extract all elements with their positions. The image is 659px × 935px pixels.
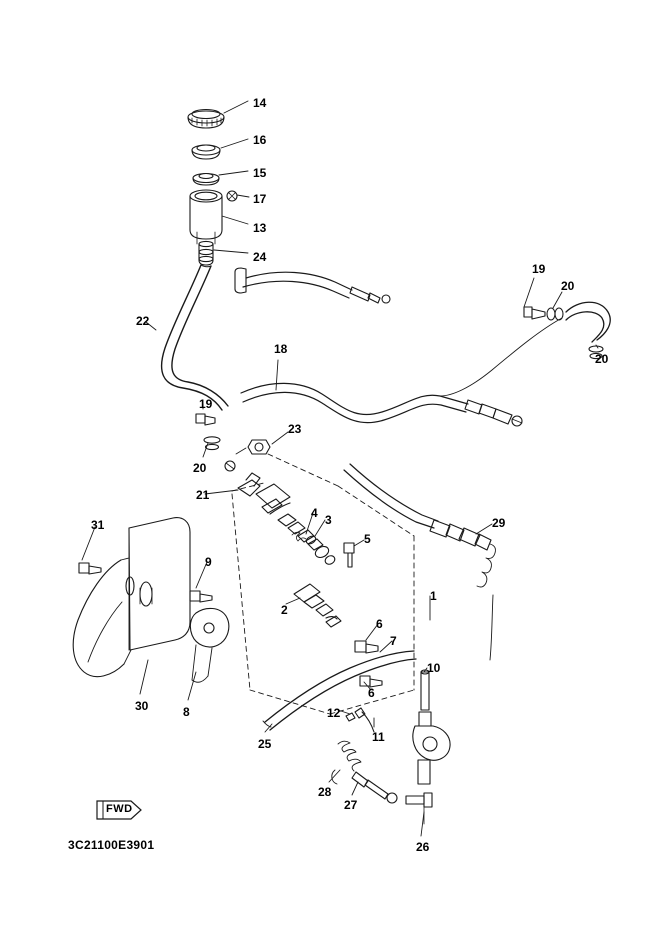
- callout-leader-lines: [82, 101, 598, 836]
- callout-number-8: 8: [183, 705, 190, 719]
- callout-number-19a: 19: [532, 262, 546, 276]
- callout-number-18: 18: [274, 342, 288, 356]
- fwd-direction-marker: [95, 798, 143, 822]
- callout-number-13: 13: [253, 221, 267, 235]
- part-1-master-cylinder-assembly: [238, 473, 354, 627]
- callout-number-17: 17: [253, 192, 267, 206]
- callout-number-22: 22: [136, 314, 150, 328]
- part-30-heel-guard: [73, 518, 190, 677]
- fwd-label-text: FWD: [106, 803, 133, 815]
- callout-number-1: 1: [430, 589, 437, 603]
- callout-number-28: 28: [318, 785, 332, 799]
- callout-number-12: 12: [327, 706, 341, 720]
- callout-number-20b: 20: [595, 352, 609, 366]
- part-17-screw: [227, 191, 237, 201]
- callout-number-15: 15: [253, 166, 267, 180]
- callout-number-14: 14: [253, 96, 267, 110]
- callout-number-11: 11: [372, 730, 385, 744]
- callout-number-26: 26: [416, 840, 430, 854]
- part-11-12-27-28-spring-rod: [332, 708, 397, 803]
- callout-number-20a: 20: [561, 279, 575, 293]
- part-26-bolt: [406, 793, 432, 824]
- callout-number-30: 30: [135, 699, 149, 713]
- part-23-union-bolt: [236, 440, 270, 454]
- callout-number-16: 16: [253, 133, 267, 147]
- callout-number-4: 4: [311, 506, 318, 520]
- callout-number-21: 21: [196, 488, 210, 502]
- part-8-bracket: [190, 608, 228, 682]
- part-16-diaphragm: [192, 145, 220, 159]
- assembly-dashed-lines: [232, 454, 414, 714]
- part-15-plate: [193, 174, 219, 186]
- callout-number-27: 27: [344, 798, 358, 812]
- part-31-bolt: [79, 563, 101, 574]
- part-14-reservoir-cap: [188, 110, 224, 129]
- part-29-hose-right: [344, 464, 495, 660]
- part-10-brake-rod: [413, 670, 450, 784]
- callout-number-6b: 6: [368, 686, 375, 700]
- callout-number-20c: 20: [193, 461, 207, 475]
- callout-number-19b: 19: [199, 397, 213, 411]
- callout-number-7: 7: [390, 634, 397, 648]
- callout-number-9: 9: [205, 555, 212, 569]
- callout-number-6a: 6: [376, 617, 383, 631]
- part-22-reservoir-hose: [162, 265, 228, 410]
- callout-number-3: 3: [325, 513, 332, 527]
- part-24-hose-joint: [199, 241, 213, 265]
- part-13-reservoir-tank: [190, 190, 222, 244]
- callout-number-31: 31: [91, 518, 105, 532]
- part-9-bolt: [190, 591, 212, 602]
- callout-number-5: 5: [364, 532, 371, 546]
- callout-number-2: 2: [281, 603, 288, 617]
- callout-number-10: 10: [427, 661, 441, 675]
- callout-number-29: 29: [492, 516, 506, 530]
- diagram-code: 3C21100E3901: [68, 838, 155, 852]
- callout-number-23: 23: [288, 422, 302, 436]
- part-19-20-upper-right-fittings: [440, 302, 610, 396]
- callout-number-24: 24: [253, 250, 267, 264]
- callout-number-25: 25: [258, 737, 272, 751]
